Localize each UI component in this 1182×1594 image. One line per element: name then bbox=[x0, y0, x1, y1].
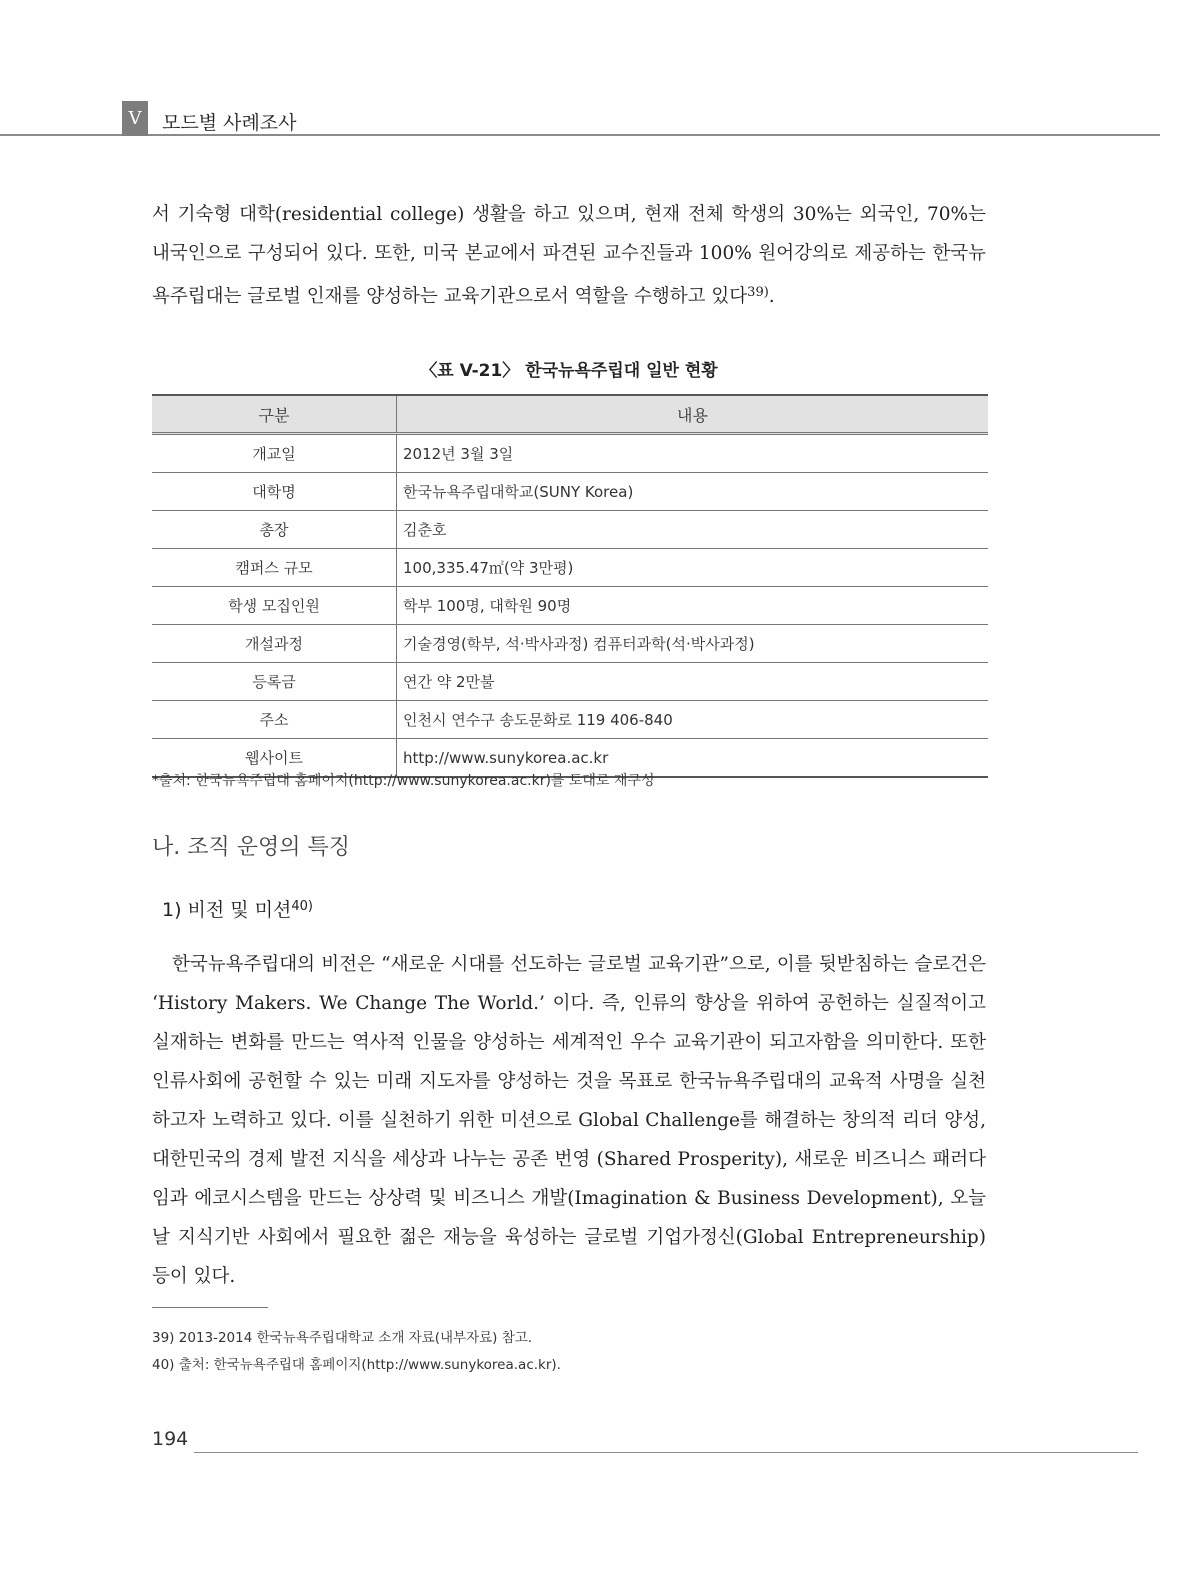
university-info-table bbox=[152, 394, 988, 778]
footnote-39: 39) 2013-2014 한국뉴욕주립대학교 소개 자료(내부자료) 참고. bbox=[152, 1330, 533, 1346]
column-header-category: 구분 bbox=[152, 395, 397, 434]
page-number: 194 bbox=[152, 1428, 189, 1450]
table-row bbox=[152, 701, 988, 739]
subsection-heading bbox=[162, 895, 313, 922]
row-value: 기술경영(학부, 석·박사과정) 컴퓨터과학(석·박사과정) bbox=[397, 625, 989, 663]
table-row bbox=[152, 434, 988, 473]
section-heading: 나. 조직 운영의 특징 bbox=[152, 835, 350, 860]
row-label: 학생 모집인원 bbox=[152, 587, 397, 625]
column-header-content: 내용 bbox=[397, 395, 989, 434]
row-label: 캠퍼스 규모 bbox=[152, 549, 397, 587]
row-value: 한국뉴욕주립대학교(SUNY Korea) bbox=[397, 473, 989, 511]
row-label: 주소 bbox=[152, 701, 397, 739]
footnote-divider bbox=[152, 1307, 268, 1308]
footer-rule bbox=[194, 1452, 1138, 1453]
row-label: 대학명 bbox=[152, 473, 397, 511]
row-value: 학부 100명, 대학원 90명 bbox=[397, 587, 989, 625]
row-value: 100,335.47㎡(약 3만평) bbox=[397, 549, 989, 587]
row-label: 개교일 bbox=[152, 434, 397, 473]
subsection-heading-text: 1) 비전 및 미션 bbox=[162, 899, 292, 921]
table-row bbox=[152, 473, 988, 511]
chapter-title: 모드별 사례조사 bbox=[162, 112, 297, 134]
row-label: 총장 bbox=[152, 511, 397, 549]
table-row bbox=[152, 587, 988, 625]
table-row bbox=[152, 625, 988, 663]
chapter-number-badge: V bbox=[122, 101, 148, 136]
vision-paragraph bbox=[152, 945, 986, 1296]
row-label: 개설과정 bbox=[152, 625, 397, 663]
table-row bbox=[152, 511, 988, 549]
intro-paragraph bbox=[152, 195, 986, 316]
table-row bbox=[152, 663, 988, 701]
row-value: 인천시 연수구 송도문화로 119 406-840 bbox=[397, 701, 989, 739]
table-source-note: *출처: 한국뉴욕주립대 홈페이지(http://www.sunykorea.ac.kr)를 토대로 재구성 bbox=[152, 773, 655, 789]
footnote-40: 40) 출처: 한국뉴욕주립대 홈페이지(http://www.sunykorea.ac.kr). bbox=[152, 1357, 561, 1373]
intro-paragraph-text: 서 기숙형 대학(residential college) 생활을 하고 있으며, 현재 전체 학생의 30%는 외국인, 70%는 내국인으로 구성되어 있다. 또한, 미국 본교에서 파견된 교수진들과 100% 원어강의로 제공하는 한국뉴욕주립대는 글로벌 인재를 양성하는 교육기관으로서 역할을 수행하고 있다 bbox=[152, 204, 986, 307]
row-label: 등록금 bbox=[152, 663, 397, 701]
footnote-ref-40[interactable]: 40) bbox=[291, 899, 314, 914]
footnote-ref-39[interactable]: 39) bbox=[747, 285, 769, 300]
row-value: 김춘호 bbox=[397, 511, 989, 549]
website-link[interactable]: http://www.sunykorea.ac.kr bbox=[397, 739, 989, 778]
table-caption: 〈표 V-21〉 한국뉴욕주립대 일반 현황 bbox=[420, 361, 718, 381]
intro-paragraph-end: . bbox=[768, 286, 775, 307]
table-row bbox=[152, 549, 988, 587]
row-label: 웹사이트 bbox=[152, 739, 397, 778]
table-header-row bbox=[152, 395, 988, 434]
vision-paragraph-text: 한국뉴욕주립대의 비전은 “새로운 시대를 선도하는 글로벌 교육기관”으로, 이를 뒷받침하는 슬로건은 ‘History Makers. We Change The World.’ 이다. 즉, 인류의 향상을 위하여 공헌하는 실질적이고 실재하는 변화를 만드는 역사적 인물을 양성하는 세계적인 우수 교육기관이 되고자함을 의미한다. 또한 인류사회에 공헌할 수 있는 미래 지도자를 양성하는 것을 목표로 한국뉴욕주립대의 교육적 사명을 실천하고자 노력하고 있다. 이를 실천하기 위한 미션으로 Global Challenge를 해결하는 창의적 리더 양성, 대한민국의 경제 발전 지식을 세상과 나누는 공존 번영 (Shared Prosperity), 새로운 비즈니스 패러다임과 에코시스템을 만드는 상상력 및 비즈니스 개발(Imagination & Business Development), 오늘날 지식기반 사회에서 필요한 젊은 재능을 육성하는 글로벌 기업가정신(Global Entrepreneurship) 등이 있다. bbox=[152, 954, 986, 1287]
row-value: 연간 약 2만불 bbox=[397, 663, 989, 701]
row-value: 2012년 3월 3일 bbox=[397, 434, 989, 473]
